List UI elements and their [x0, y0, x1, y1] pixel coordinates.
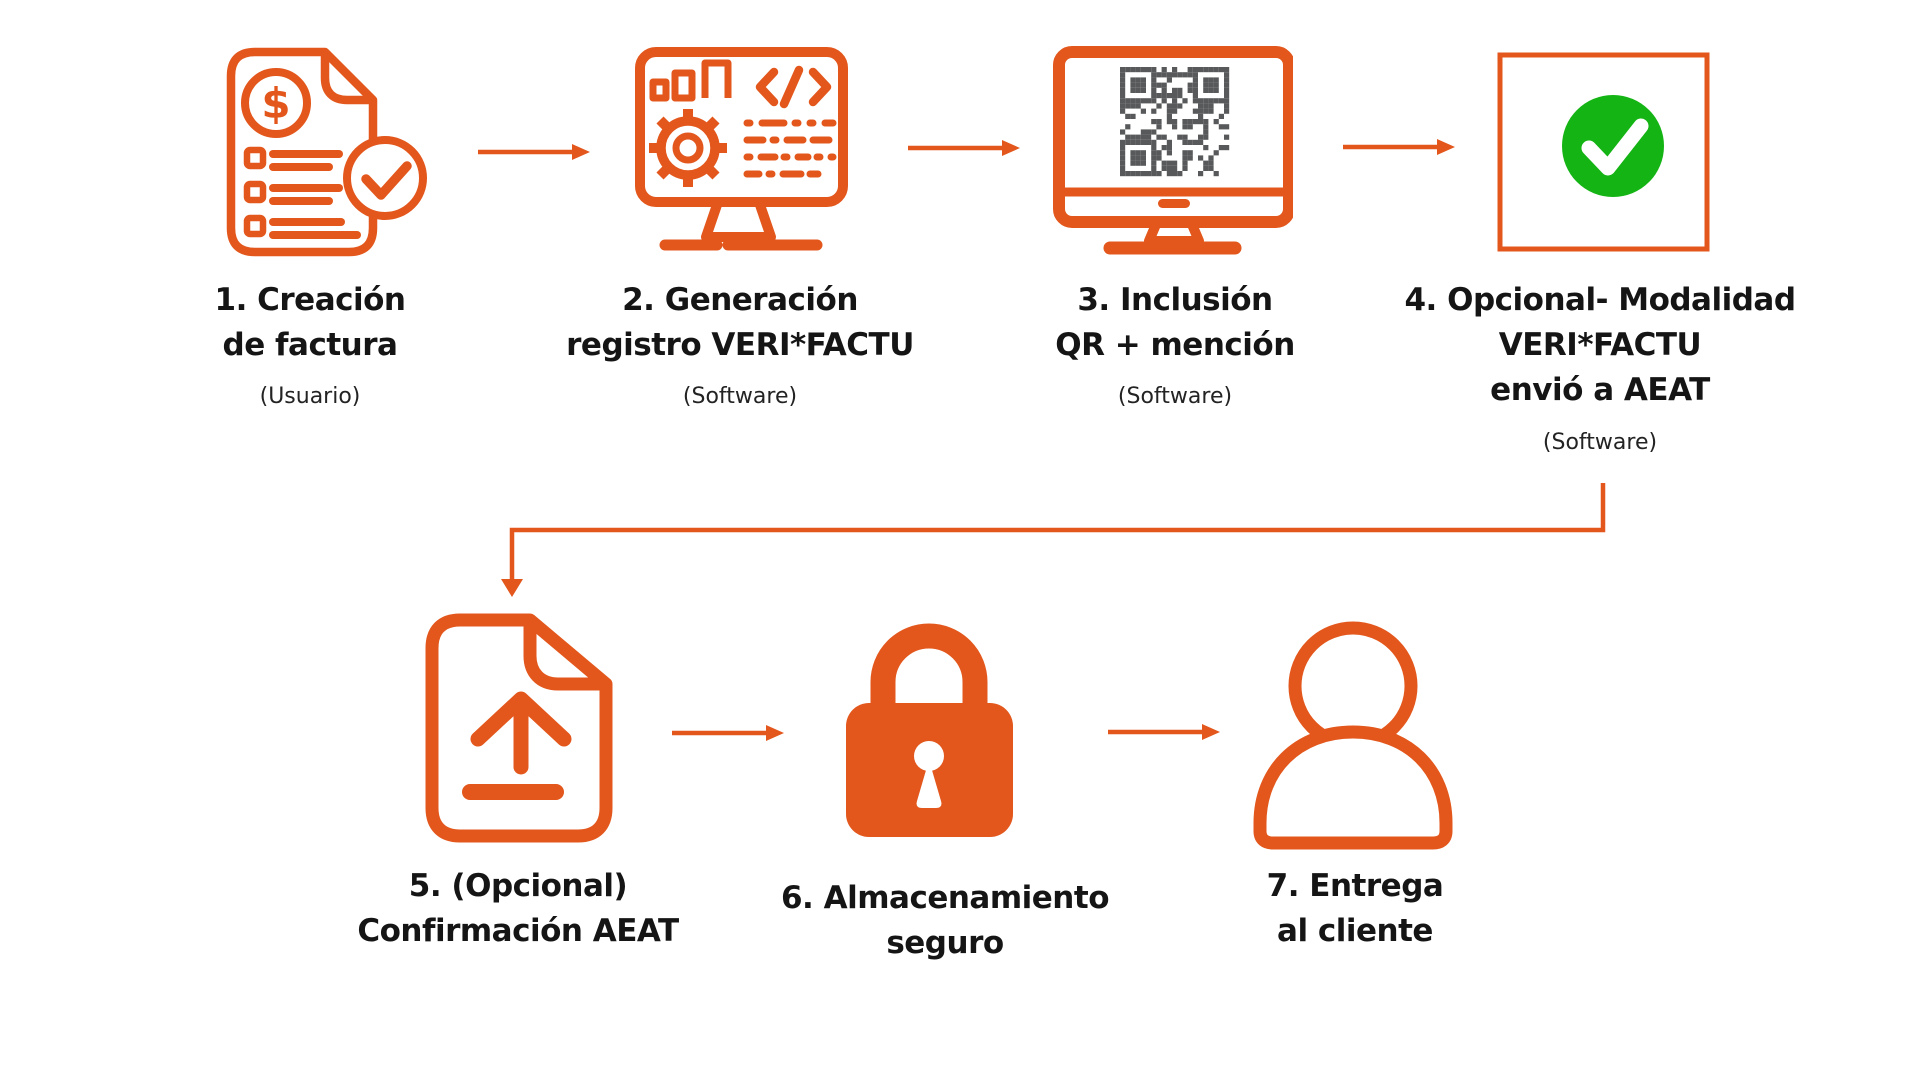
- step-caption: (Software): [1117, 384, 1233, 409]
- step-title: 5. (Opcional) Confirmación AEAT: [357, 868, 679, 949]
- step-caption: (Usuario): [259, 384, 361, 409]
- flow-arrow-2: [906, 137, 1022, 159]
- flow-arrow-4: [670, 722, 786, 744]
- step-title: 1. Creación de factura: [214, 282, 406, 363]
- connector-arrow: [498, 476, 1628, 606]
- qr-monitor-icon: [1053, 42, 1293, 262]
- step-title: 4. Opcional- Modalidad VERI*FACTU envió a AEAT: [1404, 282, 1796, 408]
- svg-text:$: $: [261, 79, 291, 128]
- flow-arrow-3: [1341, 136, 1457, 158]
- step-caption: (Software): [682, 384, 798, 409]
- qr-code: [1120, 67, 1229, 176]
- flow-arrow-5: [1106, 721, 1222, 743]
- invoice-checklist-icon: [215, 36, 427, 258]
- step-title: 7. Entrega al cliente: [1266, 868, 1444, 949]
- upload-document-icon: [418, 610, 618, 848]
- step-caption: (Software): [1542, 430, 1658, 455]
- customer-person-icon: [1248, 608, 1468, 853]
- software-monitor-icon: [628, 44, 848, 256]
- step-title: 6. Almacenamiento seguro: [780, 880, 1109, 961]
- step-title: 3. Inclusión QR + mención: [1055, 282, 1295, 363]
- approved-check-icon: [1497, 52, 1710, 252]
- flow-arrow-1: [476, 141, 592, 163]
- step-title: 2. Generación registro VERI*FACTU: [566, 282, 914, 363]
- padlock-icon: [845, 618, 1015, 843]
